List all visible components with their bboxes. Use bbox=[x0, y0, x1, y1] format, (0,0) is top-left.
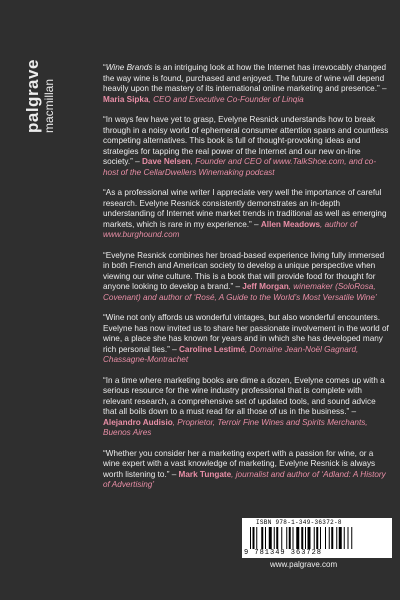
barcode-bar bbox=[250, 527, 251, 549]
quote-author-role: , Proprietor, Terroir Fine Wines and Spirits Merchants, Buenos Aires bbox=[103, 417, 368, 437]
barcode-bar bbox=[293, 527, 294, 549]
quote-book-title: Wine Brands bbox=[105, 63, 153, 72]
quote-text: “In a time where marketing books are dime a dozen, Evelyne comes up with a serious resource for the wine industry professional that is complete with relevant research, a comprehensive set of updated tools, and sound advice that all boils down to a must read for all those of us in the business.” – bbox=[103, 375, 385, 416]
publisher-imprint: macmillan bbox=[42, 78, 56, 133]
barcode-bar bbox=[286, 527, 287, 549]
barcode-bar bbox=[261, 527, 263, 549]
quote-author-name: Caroline Lestimé bbox=[179, 344, 245, 354]
quote-author-role: , Domaine Jean-Noël Gagnard, Chassagne-Montrachet bbox=[103, 344, 359, 364]
barcode-bar bbox=[320, 527, 321, 549]
quote-author-name: Jeff Morgan bbox=[242, 282, 289, 291]
barcode-bar bbox=[339, 527, 342, 549]
quote-author-role: , journalist and author of ‘Adland: A History of Advertising’ bbox=[103, 469, 386, 489]
endorsement-quote bbox=[103, 376, 389, 439]
publisher-website[interactable]: www.palgrave.com bbox=[270, 560, 338, 569]
barcode-bars bbox=[250, 527, 384, 549]
barcode-bar bbox=[296, 527, 299, 549]
barcode-bar bbox=[276, 527, 278, 549]
publisher-brand: palgrave bbox=[23, 59, 42, 133]
barcode-bar bbox=[301, 527, 303, 549]
barcode-bar bbox=[253, 527, 255, 549]
quote-author-name: Mark Tungate bbox=[178, 469, 232, 479]
publisher-logo bbox=[14, 38, 74, 178]
endorsement-quote bbox=[103, 63, 389, 105]
barcode-bar bbox=[336, 527, 337, 549]
endorsement-list bbox=[103, 63, 389, 501]
quote-text: “Evelyne Resnick combines her broad-based experience living fully immersed in both French and American society to develop a unique perspective when viewing our wine culture. This is a book that will provide food for thought for anyone looking to develop a brand.” – bbox=[103, 250, 385, 291]
quote-author-role: , CEO and Executive Co-Founder of Linqia bbox=[148, 94, 304, 104]
quote-author-name: Maria Sipka bbox=[103, 94, 149, 104]
quote-author-name: Allen Meadows bbox=[260, 219, 321, 229]
barcode-bar bbox=[305, 527, 306, 549]
isbn-barcode bbox=[242, 518, 392, 558]
barcode-bar bbox=[256, 527, 257, 549]
barcode-bar bbox=[269, 527, 272, 549]
barcode-bar bbox=[348, 527, 349, 549]
quote-author-name: Alejandro Audisio bbox=[103, 417, 173, 427]
barcode-bar bbox=[314, 527, 315, 549]
barcode-bar bbox=[325, 527, 326, 549]
endorsement-quote bbox=[103, 449, 389, 491]
barcode-bar bbox=[308, 527, 311, 549]
barcode-bar bbox=[281, 527, 282, 549]
isbn-label: ISBN 978-1-349-36372-8 bbox=[256, 519, 342, 526]
endorsement-quote bbox=[103, 188, 389, 241]
barcode-bar bbox=[274, 527, 275, 549]
quote-author-role: , author of www.burghound.com bbox=[103, 219, 357, 239]
quote-author-name: Dave Nelsen bbox=[141, 157, 191, 166]
endorsement-quote bbox=[103, 251, 389, 304]
endorsement-quote bbox=[103, 115, 389, 178]
quote-text: “In ways few have yet to grasp, Evelyne Resnick understands how to break through in a noisy world of ephemeral consumer attention spans and countless competing alternatives. This book is full of thought-provoking ideas and strategies for tapping the real power of the Internet and our new on-line society.” – bbox=[103, 115, 389, 166]
quote-author-role: , Founder and CEO of www.TalkShoe.com, and co-host of the CellarDwellers Winemaking podcast bbox=[103, 157, 377, 177]
barcode-bar bbox=[289, 527, 291, 549]
barcode-bar bbox=[316, 527, 318, 549]
quote-text: “Wine not only affords us wonderful vintages, but also wonderful encounters. Evelyne has now invited us to share her passionate involvement in the world of wine, a place she has known for years and in which she has developed many rich personal ties.” – bbox=[103, 313, 389, 354]
barcode-bar bbox=[351, 527, 352, 549]
barcode-bar bbox=[329, 527, 330, 549]
quote-text: is an intriguing look at how the Internet has irrevocably changed the way wine is found, purchased and enjoyed. The future of wine will depend heavily upon the mastery of its international online marketing and presence.” – bbox=[103, 63, 387, 93]
quote-author-role: , winemaker (SoloRosa, Covenant) and author of ‘Rosé, A Guide to the World’s Most Versatile Wine’ bbox=[103, 282, 377, 302]
endorsement-quote bbox=[103, 313, 389, 366]
quote-open-mark: “ bbox=[103, 63, 106, 72]
isbn-digits: 9 781349 363728 bbox=[244, 549, 323, 557]
quote-text: “As a professional wine writer I appreciate very well the importance of careful research. Evelyne Resnick consistently demonstrates an in-depth understanding of Internet wine market trends in traditional as well as emerging markets, which is rare in my experience.” – bbox=[103, 188, 387, 229]
barcode-bar bbox=[331, 527, 333, 549]
barcode-bar bbox=[344, 527, 345, 549]
quote-text: “Whether you consider her a marketing expert with a passion for wine, or a wine expert with a vast knowledge of marketing, Evelyne Resnick is always worth listening to.” – bbox=[103, 448, 376, 479]
barcode-bar bbox=[265, 527, 266, 549]
